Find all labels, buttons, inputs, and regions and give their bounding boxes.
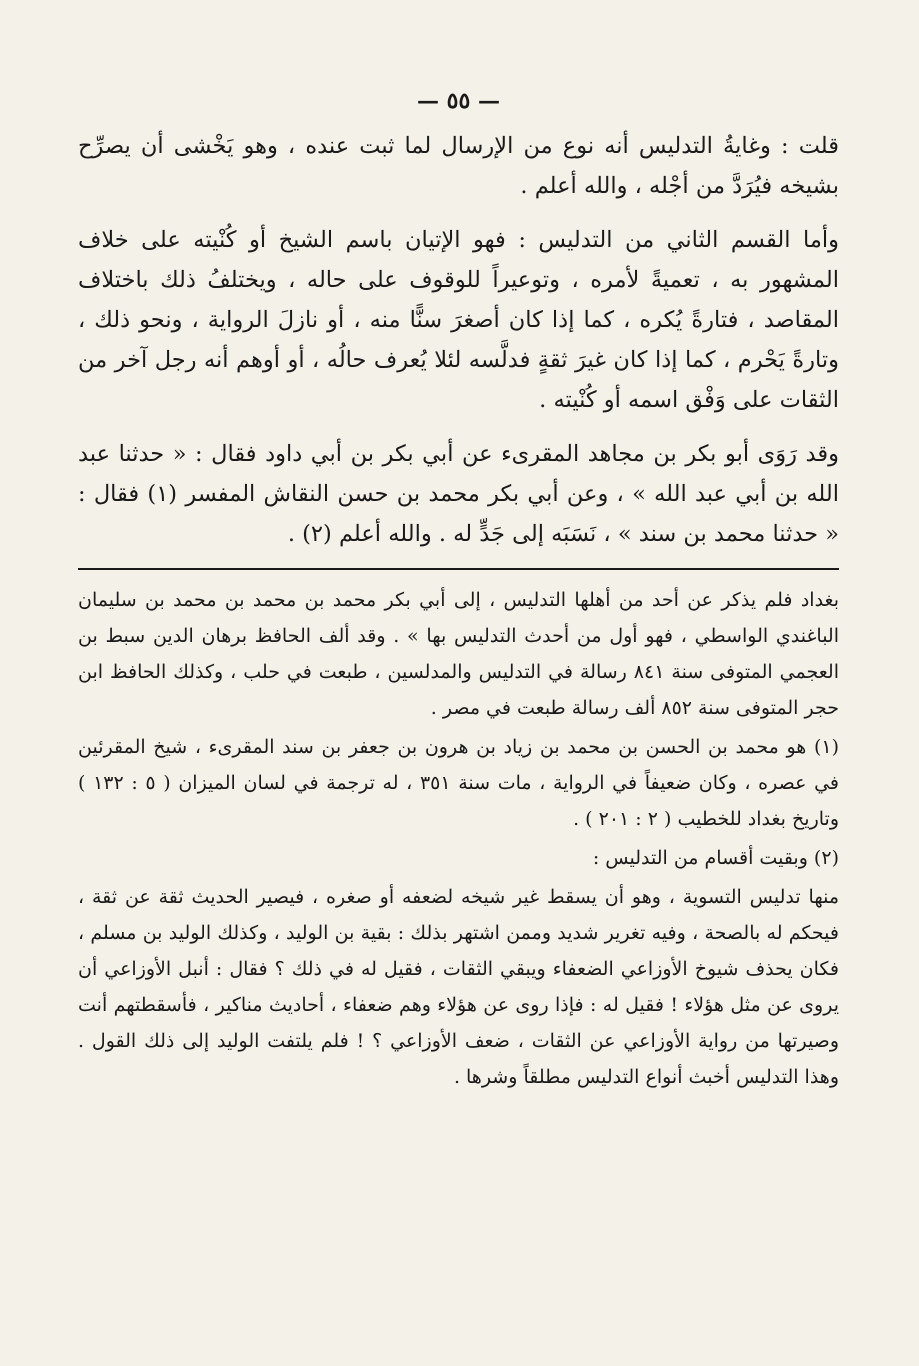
paragraph-1: قلت : وغايةُ التدليس أنه نوع من الإرسال لما ثبت عنده ، وهو يَخْشى أن يصرِّح بشيخه فيُرَدَّ من أجْله ، والله أعلم . [78,133,839,199]
footnote-2-body: منها تدليس التسوية ، وهو أن يسقط غير شيخه لضعفه أو صغره ، فيصير الحديث ثقة عن ثقة ، فيحكم له بالصحة ، وفيه تغرير شديد وممن اشتهر بذلك : بقية بن الوليد ، وكذلك الوليد بن مسلم ، فكان يحذف شيوخ الأوزاعي الضعفاء ويبقي الثقات ، فقيل له في ذلك ؟ فقال : أنبل الأوزاعي أن يروى عن مثل هؤلاء ! فقيل له : فإذا روى عن هؤلاء وهم ضعفاء ، أحاديث مناكير ، فأسقطتهم أنت وصيرتها من رواية الأوزاعي عن الثقات ، ضعف الأوزاعي ؟ ! فلم يلتفت الوليد إلى ذلك القول . وهذا التدليس أخبث أنواع التدليس مطلقاً وشرها . [78,886,839,1088]
footnotes [78,582,839,1095]
paragraph-2: وأما القسم الثاني من التدليس : فهو الإتيان باسم الشيخ أو كُنْيته على خلاف المشهور به ، تعميةً لأمره ، وتوعيراً للوقوف على حاله ، ويختلفُ ذلك باختلاف المقاصد ، فتارةً يُكره ، كما إذا كان أصغرَ سنًّا منه ، أو نازلَ الرواية ، ونحو ذلك ، وتارةً يَحْرم ، كما إذا كان غيرَ ثقةٍ فدلَّسه لئلا يُعرف حالُه ، أو أوهم أنه رجل آخر من الثقات على وَفْق اسمه أو كُنْيته . [78,227,839,413]
footnote-2-heading: (٢) وبقيت أقسام من التدليس : [592,847,839,869]
footnote-continuation: بغداد فلم يذكر عن أحد من أهلها التدليس ، إلى أبي بكر محمد بن محمد بن محمد بن سليمان الباغندي الواسطي ، فهو أول من أحدث التدليس بها » . وقد ألف الحافظ برهان الدين سبط بن العجمي المتوفى سنة ٨٤١ رسالة في التدليس والمدلسين ، طبعت في حلب ، وكذلك الحافظ ابن حجر المتوفى سنة ٨٥٢ ألف رسالة طبعت في مصر . [78,589,839,719]
page-number: — ٥٥ — [417,88,500,114]
footnote-1: (١) هو محمد بن الحسن بن محمد بن زياد بن هرون بن جعفر بن سند المقرىء ، شيخ المقرئين في عصره ، وكان ضعيفاً في الرواية ، مات سنة ٣٥١ ، له ترجمة في لسان الميزان ( ٥ : ١٣٢ ) وتاريخ بغداد للخطيب ( ٢ : ٢٠١ ) . [78,736,839,830]
main-text [78,126,839,554]
paragraph-3: وقد رَوَى أبو بكر بن مجاهد المقرىء عن أبي بكر بن أبي داود فقال : « حدثنا عبد الله بن أبي عبد الله » ، وعن أبي بكر محمد بن حسن النقاش المفسر (١) فقال : « حدثنا محمد بن سند » ، نَسَبَه إلى جَدٍّ له . والله أعلم (٢) . [78,441,839,547]
footnote-divider [78,568,839,570]
